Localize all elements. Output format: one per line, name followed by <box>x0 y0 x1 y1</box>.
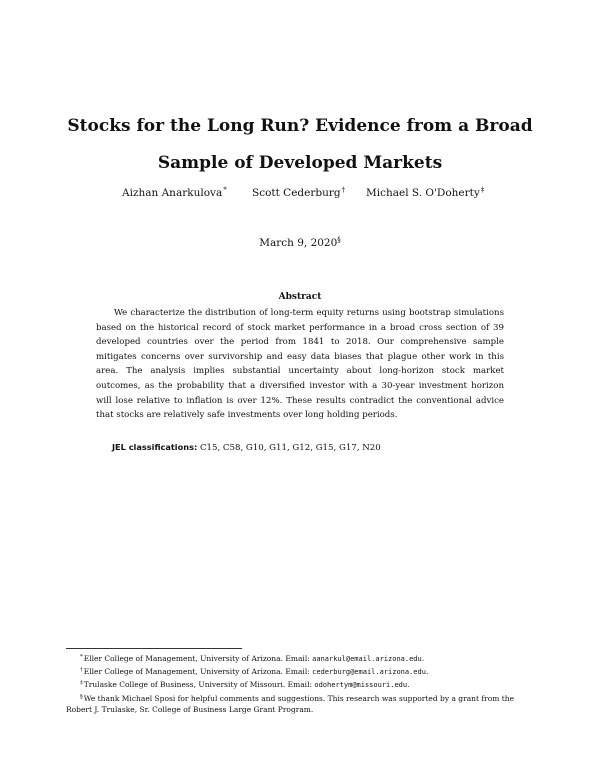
footnote-3-text: Trulaske College of Business, University of Missouri. Email: <box>83 680 315 690</box>
footnote-1-mark: * <box>80 654 83 660</box>
author-list <box>0 186 600 202</box>
footnote-3-end: . <box>407 680 410 690</box>
footnote-1-text: Eller College of Management, University of Arizona. Email: <box>83 654 313 663</box>
footnote-2-email[interactable]: cederburg@email.arizona.edu <box>312 668 426 677</box>
footnote-1 <box>66 652 536 665</box>
footnote-2-text: Eller College of Management, University of Arizona. Email: <box>83 667 313 677</box>
author-1 <box>122 186 227 199</box>
abstract-heading: Abstract <box>278 292 322 302</box>
footnote-4 <box>66 692 536 715</box>
author-1-name: Aizhan Anarkulova <box>122 187 223 199</box>
author-2-name: Scott Cederburg <box>252 187 341 199</box>
jel-label: JEL classifications: <box>112 442 198 452</box>
author-1-mark: * <box>223 186 227 194</box>
paper-title <box>60 108 540 182</box>
footnote-3-mark: ‡ <box>80 680 83 687</box>
footnotes <box>66 652 536 715</box>
paper-date <box>0 236 600 249</box>
author-3-name: Michael S. O'Doherty <box>366 187 480 199</box>
footnote-4-text: We thank Michael Sposi for helpful comments and suggestions. This research was supported by a grant from the Robert J. Trulaske, Sr. College of Business Large Grant Program. <box>66 693 515 714</box>
footnote-2 <box>66 665 536 678</box>
author-3 <box>366 186 484 199</box>
author-3-mark: ‡ <box>480 186 485 194</box>
title-line-1: Stocks for the Long Run? Evidence from a Broad <box>67 116 533 136</box>
footnote-3 <box>66 678 536 691</box>
footnote-3-email[interactable]: odohertym@missouri.edu <box>314 681 408 690</box>
footnote-1-email[interactable]: aanarkul@email.arizona.edu <box>312 655 422 663</box>
title-line-2: Sample of Developed Markets <box>157 153 443 173</box>
footnote-divider <box>66 648 242 649</box>
date-text: March 9, 2020 <box>259 237 338 249</box>
footnote-2-end: . <box>425 667 429 677</box>
author-2-mark: † <box>341 186 346 194</box>
footnote-4-mark: § <box>80 693 83 700</box>
jel-codes: C15, C58, G10, G11, G12, G15, G17, N20 <box>199 443 381 453</box>
footnote-1-end: . <box>421 654 425 663</box>
abstract-body: We characterize the distribution of long-term equity returns using bootstrap simulations based on the historical record of stock market performance in a broad cross section of 39 developed countries over the period from 1841 to 2018. Our comprehensive sample mitigates concerns over survivorship and easy data biases that plague other work in this area. The analysis implies substantial uncertainty about long-horizon stock market outcomes, as the probability that a diversified investor with a 30-year investment horizon will lose relative to inflation is over 12%. These results contradict the conventional advice that stocks are relatively safe investments over long holding periods. <box>96 308 504 421</box>
date-mark: § <box>337 236 341 244</box>
footnote-2-mark: † <box>80 667 83 674</box>
author-2 <box>252 186 345 199</box>
jel-classifications <box>112 442 512 453</box>
